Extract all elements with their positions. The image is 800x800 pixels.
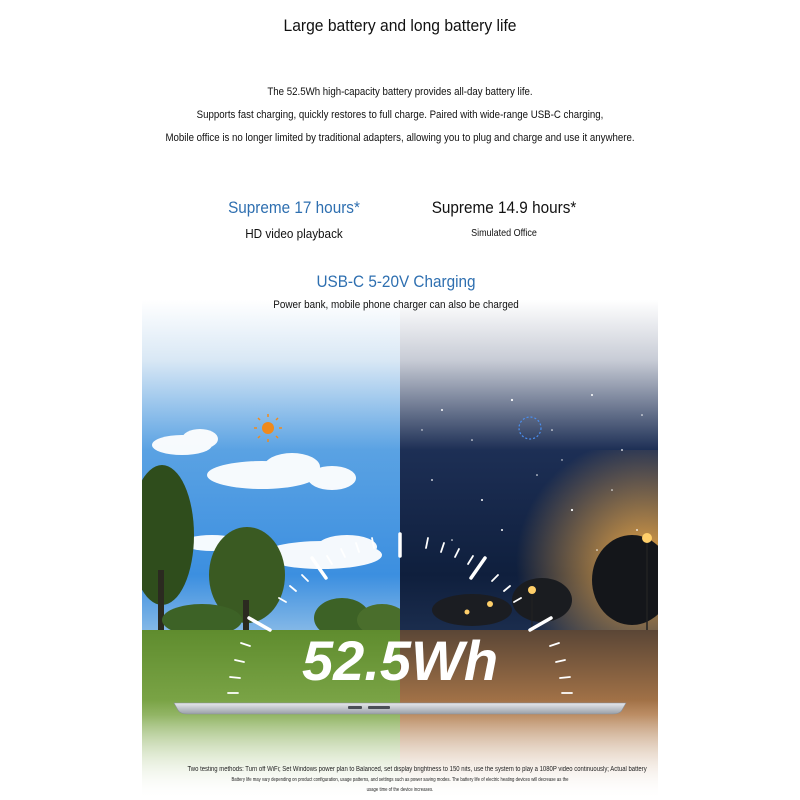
battery-hero-scene (142, 300, 658, 800)
laptop-side-view (174, 703, 626, 714)
battery-capacity: 52.5Wh (301, 629, 499, 692)
office-hours-headline: Supreme 14.9 hours* (431, 198, 577, 217)
description-line-1: The 52.5Wh high-capacity battery provides all-day battery life. (267, 86, 533, 98)
charging-headline: USB-C 5-20V Charging (316, 272, 476, 291)
hero-illustration (142, 300, 658, 800)
description-line-2: Supports fast charging, quickly restores to full charge. Paired with wide-range USB-C charging, (196, 109, 604, 121)
footnote-line-2: Battery life may vary depending on product configuration, usage patterns, and settings such as power saving modes. The battery life of electric heating devices will decrease as the (231, 777, 569, 783)
bottom-fade (142, 700, 658, 800)
footnote-line-3: usage time of the device increases. (366, 787, 434, 793)
footnote-line-1: Two testing methods: Turn off WiFi; Set Windows power plan to Balanced, set display brightness to 150 nits, use the system to play a 1080P video continuously; Actual battery (187, 766, 647, 773)
video-hours-headline: Supreme 17 hours* (228, 198, 360, 217)
description-line-3: Mobile office is no longer limited by traditional adapters, allowing you to plug and charge and use it anywhere. (165, 132, 635, 144)
office-hours-label: Simulated Office (471, 228, 537, 239)
video-hours-label: HD video playback (245, 226, 343, 241)
charging-label: Power bank, mobile phone charger can also be charged (273, 299, 519, 311)
page-title: Large battery and long battery life (283, 16, 517, 35)
